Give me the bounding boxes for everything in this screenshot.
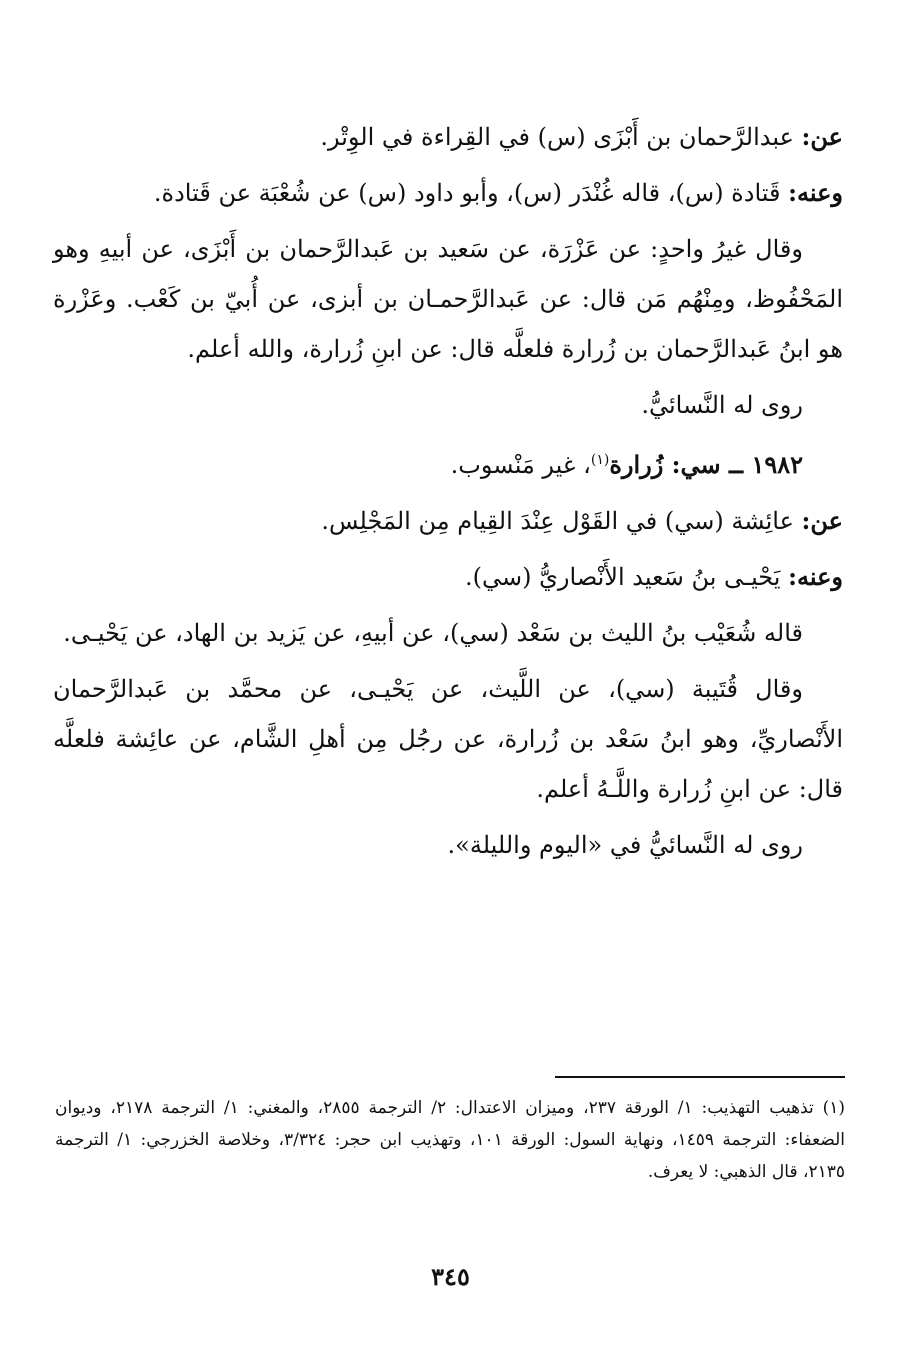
paragraph-6 bbox=[53, 552, 843, 602]
paragraph-4-text: روى له النَّسائيُّ. bbox=[641, 391, 803, 419]
footnote-1-number: (١) bbox=[822, 1098, 845, 1118]
footnote-1-text: تذهيب التهذيب: ١/ الورقة ٢٣٧، وميزان الاعتدال: ٢/ الترجمة ٢٨٥٥، والمغني: ١/ الترجمة ٢١٧٨، وديوان الضعفاء: الترجمة ١٤٥٩، ونهاية السول: الورقة ١٠١، وتهذيب ابن حجر: ٣/٣٢٤، وخلاصة الخزرجي: ١/ الترجمة ٢١٣٥، قال الذهبي: لا يعرف. bbox=[55, 1098, 846, 1182]
paragraph-2-label: وعنه: bbox=[788, 178, 843, 207]
paragraph-8-text: وقال قُتَيبة (سي)، عن اللَّيث، عن يَحْيـى، عن محمَّد بن عَبدالرَّحمان الأَنْصاريِّ، وهو ابنُ سَعْد بن زُرارة، عن رجُل مِن أهلِ الشَّام، عن عائِشة فلعلَّه قال: عن ابنِ زُرارة واللَّـهُ أعلم. bbox=[53, 675, 843, 803]
entry-heading-text: ١٩٨٢ ــ سي: زُرارة bbox=[609, 450, 803, 479]
paragraph-9 bbox=[53, 820, 843, 870]
paragraph-6-label: وعنه: bbox=[788, 562, 843, 591]
paragraph-9-text: روى له النَّسائيُّ في «اليوم والليلة». bbox=[447, 831, 803, 859]
footnotes-block bbox=[55, 1092, 845, 1188]
paragraph-5-label: عن: bbox=[801, 506, 843, 535]
paragraph-3-text: وقال غيرُ واحدٍ: عن عَزْرَة، عن سَعيد بن عَبدالرَّحمان بن أَبْزَى، عن أبيهِ وهو المَحْفُوظ، ومِنْهُم مَن قال: عن عَبدالرَّحمـان بن أبزى، عن أُبيّ بن كَعْب. وعَزْرة هو ابنُ عَبدالرَّحمان بن زُرارة فلعلَّه قال: عن ابنِ زُرارة، والله أعلم. bbox=[53, 235, 843, 363]
paragraph-1-text: عبدالرَّحمان بن أَبْزَى (س) في القِراءة في الوِتْر. bbox=[320, 123, 802, 151]
page-number: ٣٤٥ bbox=[431, 1262, 470, 1291]
paragraph-5-text: عائِشة (سي) في القَوْل عِنْدَ القِيام مِن المَجْلِس. bbox=[321, 507, 802, 535]
paragraph-8 bbox=[53, 664, 843, 814]
paragraph-3 bbox=[53, 224, 843, 374]
paragraph-1-label: عن: bbox=[801, 122, 843, 151]
footnote-ref: (١) bbox=[590, 452, 610, 468]
paragraph-2-text: قَتادة (س)، قاله غُنْدَر (س)، وأبو داود (س) عن شُعْبَة عن قَتادة. bbox=[153, 179, 789, 207]
paragraph-2 bbox=[53, 168, 843, 218]
paragraph-1 bbox=[53, 112, 843, 162]
main-text-block bbox=[53, 112, 843, 876]
entry-heading-tail: ، غير مَنْسوب. bbox=[450, 451, 591, 479]
footnote-divider bbox=[555, 1076, 845, 1078]
entry-heading bbox=[53, 440, 843, 490]
paragraph-7 bbox=[53, 608, 843, 658]
paragraph-5 bbox=[53, 496, 843, 546]
paragraph-4 bbox=[53, 380, 843, 430]
paragraph-6-text: يَحْيـى بنُ سَعيد الأَنْصاريُّ (سي). bbox=[465, 563, 789, 591]
footnote-1 bbox=[55, 1092, 845, 1188]
paragraph-7-text: قاله شُعَيْب بنُ الليث بن سَعْد (سي)، عن أبيهِ، عن يَزيد بن الهاد، عن يَحْيـى. bbox=[63, 619, 803, 647]
